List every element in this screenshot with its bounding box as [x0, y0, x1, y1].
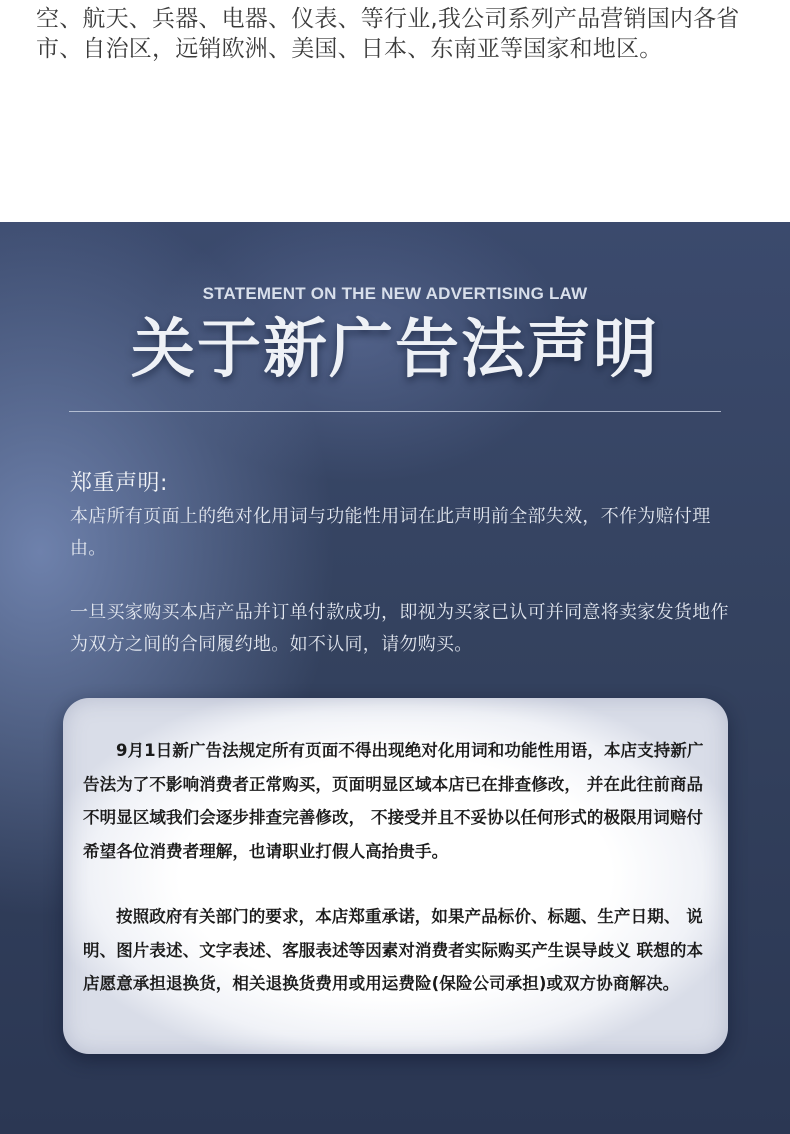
statement-heading: 郑重声明:	[70, 471, 168, 496]
title-divider	[69, 411, 721, 412]
banner-english-title: STATEMENT ON THE NEW ADVERTISING LAW	[202, 284, 588, 303]
statement-paragraph: 本店所有页面上的绝对化用词与功能性用词在此声明前全部失效，不作为赔付理由。	[70, 506, 711, 559]
intro-text: 空、航天、兵器、电器、仪表、等行业,我公司系列产品营销国内各省市、自治区，远销欧洲、美国、日本、东南亚等国家和地区。	[36, 6, 740, 62]
banner-chinese-title: 关于新广告法声明	[131, 313, 659, 387]
notice-paragraph: 9月1日新广告法规定所有页面不得出现绝对化用词和功能性用语，本店支持新广告法为了不影响消费者正常购买，页面明显区域本店已在排查修改， 并在此往前商品不明显区域我们会逐步排查完善修改， 不接受并且不妥协以任何形式的极限用词赔付希望各位消费者理解，也请职业打假人高抬贵手。	[83, 741, 704, 861]
statement-paragraph: 一旦买家购买本店产品并订单付款成功，即视为买家已认可并同意将卖家发货地作为双方之间的合同履约地。如不认同，请勿购买。	[70, 602, 729, 655]
advertising-law-banner	[0, 222, 790, 1134]
notice-paragraph: 按照政府有关部门的要求，本店郑重承诺，如果产品标价、标题、生产日期、 说明、图片表述、文字表述、客服表述等因素对消费者实际购买产生误导歧义 联想的本店愿意承担退换货，相关退换货费用或用运费险(保险公司承担)或双方协商解决。	[83, 907, 704, 993]
notice-card	[63, 698, 728, 1054]
